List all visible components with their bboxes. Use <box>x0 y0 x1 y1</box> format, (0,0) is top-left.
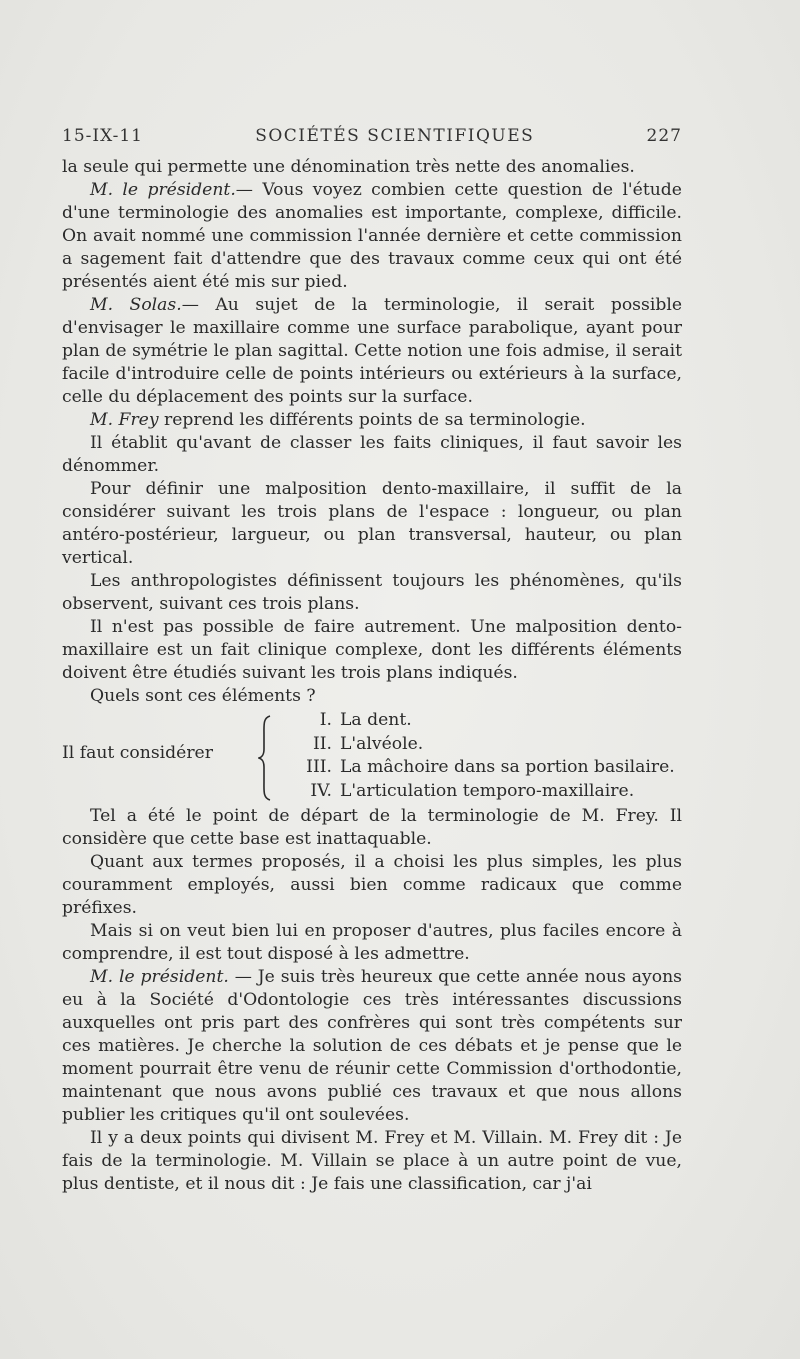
list-item-number: IV. <box>310 780 332 801</box>
speaker-name: M. Frey <box>90 410 159 430</box>
paragraph <box>62 920 682 966</box>
page-text <box>62 126 682 1196</box>
speaker-name: M. le président. <box>90 967 229 987</box>
list-item <box>292 733 675 757</box>
list-item <box>292 709 675 733</box>
speaker-name: M. Solas. <box>90 295 182 315</box>
header-date: 15-IX-11 <box>62 126 143 146</box>
paragraph <box>62 294 682 409</box>
paragraph <box>62 409 682 432</box>
paragraph-text: reprend les différents points de sa terminologie. <box>158 410 586 430</box>
list-item-number: I. <box>319 710 332 730</box>
paragraph <box>62 851 682 920</box>
running-header <box>62 126 682 156</box>
paragraph <box>62 966 682 1127</box>
paragraph <box>62 179 682 294</box>
paragraph <box>62 156 682 179</box>
list-item-number: III. <box>306 757 332 777</box>
paragraph-text: — Au sujet de la terminologie, il serait possible d'envisager le maxillaire comme une surface parabolique, ayant pour plan de symétrie le plan sagittal. Cette notion une fois admise, il serait facile d'introduire celle de points intérieurs ou extérieurs à la surface, celle du déplacement des points sur la surface. <box>62 295 682 407</box>
paragraph <box>62 685 682 708</box>
paragraph <box>62 616 682 685</box>
page-number: 227 <box>646 126 682 146</box>
paragraph <box>62 432 682 478</box>
paragraph-text: Il y a deux points qui divisent M. Frey et M. Villain. M. Frey dit : Je fais de la terminologie. M. Villain se place à un autre point de vue, plus dentiste, et il nous dit : Je fais une classification, car j'ai <box>62 1128 682 1194</box>
paragraph <box>62 805 682 851</box>
speaker-name: M. le président. <box>90 180 236 200</box>
paragraph-text: la seule qui permette une dénomination très nette des anomalies. <box>62 157 635 177</box>
paragraph-text: Mais si on veut bien lui en proposer d'autres, plus faciles encore à comprendre, il est tout disposé à les admettre. <box>62 921 682 964</box>
paragraph-text: Il n'est pas possible de faire autrement. Une malposition dento-maxillaire est un fait clinique complexe, dont les différents éléments doivent être étudiés suivant les trois plans indiqués. <box>62 617 682 683</box>
paragraphs-before-list <box>62 156 682 708</box>
paragraph-text: Quant aux termes proposés, il a choisi les plus simples, les plus couramment employés, aussi bien comme radicaux que comme préfixes. <box>62 852 682 918</box>
list-item-number: II. <box>312 733 332 754</box>
paragraph-text: Pour définir une malposition dento-maxillaire, il suffit de la considérer suivant les trois plans de l'espace : longueur, ou plan antéro-postérieur, largueur, ou plan transversal, hauteur, ou plan vertical. <box>62 479 682 568</box>
paragraph-text: — Je suis très heureux que cette année nous ayons eu à la Société d'Odontologie ces très intéressantes discussions auxquelles ont pris part des confrères qui sont très compétents sur ces matières. Je cherche la solution de ces débats et je pense que le moment pourrait être venu de réunir cette Commission d'orthodontie, maintenant que nous avons publié ces travaux et que nous allons publier les critiques qu'il ont soulevées. <box>62 967 682 1125</box>
paragraph-text: Les anthropologistes définissent toujours les phénomènes, qu'ils observent, suivant ces trois plans. <box>62 571 682 614</box>
paragraph <box>62 570 682 616</box>
list-item <box>292 756 675 780</box>
list-item <box>292 780 675 804</box>
list-item-text: La dent. <box>340 710 412 730</box>
paragraph-text: — Vous voyez combien cette question de l'étude d'une terminologie des anomalies est importante, complexe, difficile. On avait nommé une commission l'année dernière et cette commission a sagement fait d'attendre que des travaux comme ceux qui ont été présentés aient été mis sur pied. <box>62 180 682 292</box>
list-items <box>292 709 675 803</box>
header-title: SOCIÉTÉS SCIENTIFIQUES <box>255 126 535 146</box>
list-item-text: La mâchoire dans sa portion basilaire. <box>340 757 675 777</box>
list-item-text: L'articulation temporo-maxillaire. <box>340 780 635 801</box>
paragraph-text: Quels sont ces éléments ? <box>90 686 316 706</box>
paragraph-text: Il établit qu'avant de classer les faits cliniques, il faut savoir les dénommer. <box>62 433 682 476</box>
paragraphs-after-list <box>62 805 682 1196</box>
paragraph <box>62 1127 682 1196</box>
list-lead: Il faut considérer <box>62 743 213 763</box>
paragraph-text: Tel a été le point de départ de la terminologie de M. Frey. Il considère que cette base est inattaquable. <box>62 806 682 849</box>
elements-list <box>62 709 682 805</box>
list-item-text: L'alvéole. <box>340 733 424 754</box>
left-brace-icon <box>258 715 272 801</box>
paragraph <box>62 478 682 570</box>
